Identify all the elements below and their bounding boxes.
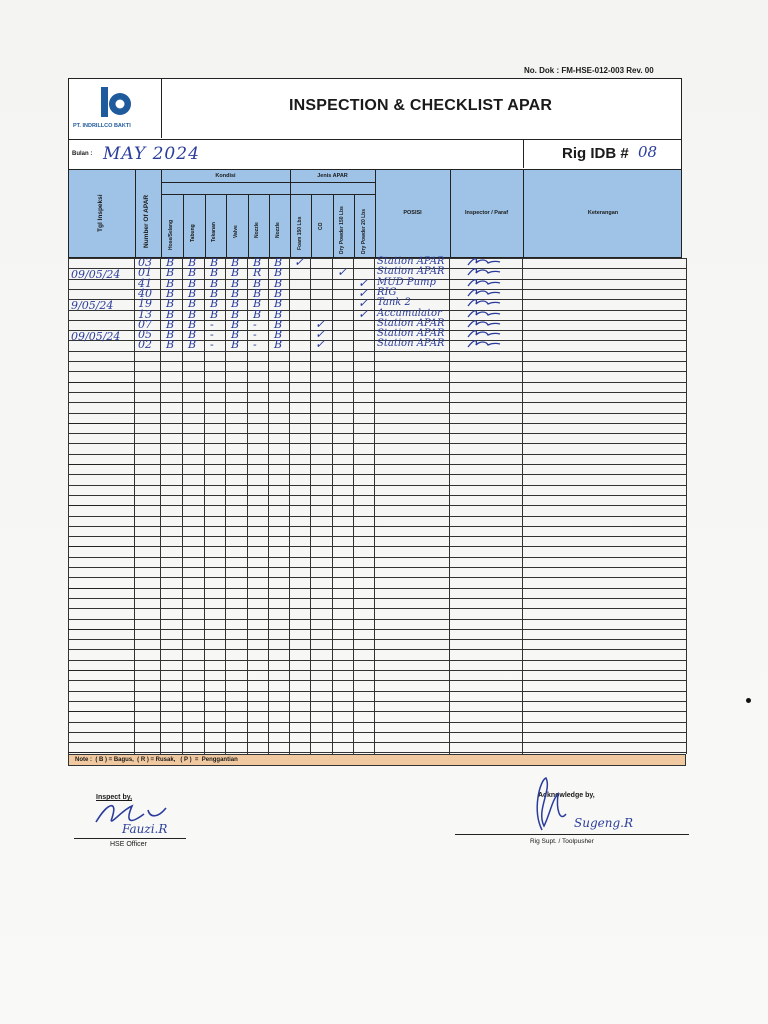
row-apar-number: 05 <box>138 328 152 342</box>
header-kondisi-tekanan: Tekanan <box>211 222 217 242</box>
row-kondisi-mark: - <box>253 317 257 331</box>
row-kondisi-mark: B <box>188 276 197 290</box>
row-posisi: Station APAR <box>377 266 445 278</box>
rig-label: Rig IDB # <box>562 145 629 162</box>
row-posisi: Station APAR <box>377 328 445 340</box>
row-date: 9/05/24 <box>71 299 114 313</box>
row-posisi: Station APAR <box>377 317 445 329</box>
row-kondisi-mark: B <box>188 307 197 321</box>
row-kondisi-mark: B <box>274 297 283 311</box>
legend-note: Note : ( B ) = Bagus, ( R ) = Rusak, ( P ) = Penggantian <box>68 754 686 766</box>
row-kondisi-mark: - <box>210 328 214 342</box>
row-kondisi-mark: B <box>166 297 175 311</box>
rig-cell <box>523 140 681 168</box>
row-kondisi-mark: - <box>210 338 214 352</box>
inspect-by-label: Inspect by, <box>96 794 133 801</box>
bulan-value: MAY 2024 <box>103 144 200 164</box>
row-kondisi-mark: B <box>166 317 175 331</box>
row-apar-number: 01 <box>138 266 152 280</box>
form-title: INSPECTION & CHECKLIST APAR <box>289 97 553 114</box>
row-posisi: MUD Pump <box>377 276 436 288</box>
row-apar-number: 40 <box>138 286 152 300</box>
row-jenis-check-icon: ✓ <box>315 327 326 342</box>
grid-column-line <box>522 258 523 754</box>
row-posisi: Tank 2 <box>377 297 411 309</box>
row-kondisi-mark: B <box>253 286 262 300</box>
row-inspector-paraf-icon <box>466 337 502 351</box>
row-kondisi-mark: B <box>166 276 175 290</box>
inspection-table-body <box>68 255 686 754</box>
inspector-name: Fauzi.R <box>122 822 168 836</box>
row-date: 09/05/24 <box>71 330 121 344</box>
row-jenis-check-icon: ✓ <box>315 337 326 352</box>
company-name: PT. INDRILLCO BAKTI <box>73 123 131 129</box>
scan-speck <box>746 698 751 703</box>
header-jenis-foam: Foam 150 Lbs <box>297 216 303 250</box>
row-jenis-check-icon: ✓ <box>315 316 326 331</box>
row-jenis-check-icon: ✓ <box>294 255 305 269</box>
grid-column-line <box>332 258 333 754</box>
bulan-label: Bulan : <box>72 151 93 157</box>
header-jenis-dp150: Dry Powder 150 Lbs <box>339 206 345 254</box>
grid-column-line <box>686 258 687 754</box>
grid-column-line <box>268 258 269 754</box>
grid-column-line <box>134 258 135 754</box>
row-kondisi-mark: B <box>166 256 175 269</box>
row-apar-number: 19 <box>138 297 152 311</box>
row-apar-number: 02 <box>138 338 152 352</box>
row-apar-number: 41 <box>138 276 152 290</box>
header-kondisi: Kondisi <box>215 173 236 179</box>
grid-column-line <box>182 258 183 754</box>
row-kondisi-mark: B <box>274 276 283 290</box>
date-block-separator <box>68 382 134 383</box>
row-kondisi-mark: B <box>274 286 283 300</box>
date-block-separator <box>68 546 134 547</box>
row-kondisi-mark: B <box>166 266 175 280</box>
row-kondisi-mark: B <box>210 307 219 321</box>
row-jenis-check-icon: ✓ <box>358 285 369 300</box>
row-kondisi-mark: B <box>166 338 175 352</box>
acknowledger-name: Sugeng.R <box>574 816 633 830</box>
row-kondisi-mark: B <box>188 286 197 300</box>
acknowledger-signature-icon <box>522 770 582 840</box>
row-kondisi-mark: B <box>274 328 283 342</box>
row-kondisi-mark: B <box>231 307 240 321</box>
row-kondisi-mark: B <box>210 266 219 280</box>
row-posisi: Accumulator <box>377 307 442 319</box>
grid-column-line <box>289 258 290 754</box>
row-kondisi-mark: B <box>188 338 197 352</box>
row-kondisi-mark: B <box>274 338 283 352</box>
date-block-separator <box>68 588 134 589</box>
inspector-role: HSE Officer <box>110 841 147 848</box>
date-block-separator <box>68 670 134 671</box>
date-block-separator <box>68 629 134 630</box>
row-kondisi-mark: - <box>253 328 257 342</box>
row-kondisi-mark: B <box>210 276 219 290</box>
row-posisi: Station APAR <box>377 338 445 350</box>
company-logo <box>69 79 162 138</box>
date-block-separator <box>68 505 134 506</box>
row-posisi: Station APAR <box>377 256 445 267</box>
row-kondisi-mark: B <box>188 297 197 311</box>
row-kondisi-mark: B <box>274 256 283 269</box>
header-number-apar: Number Of APAR <box>143 194 150 248</box>
form-header <box>68 78 682 140</box>
date-block-separator <box>68 464 134 465</box>
date-block-separator <box>68 423 134 424</box>
row-kondisi-mark: B <box>231 297 240 311</box>
header-kondisi-nozzle-1: Nozzle <box>254 222 260 238</box>
row-kondisi-mark: - <box>253 338 257 352</box>
row-kondisi-mark: B <box>231 276 240 290</box>
grid-column-line <box>310 258 311 754</box>
row-kondisi-mark: B <box>253 256 262 269</box>
row-jenis-check-icon: ✓ <box>337 265 348 280</box>
row-apar-number: 03 <box>138 256 152 269</box>
row-posisi: RIG <box>377 286 397 298</box>
row-kondisi-mark: B <box>231 317 240 331</box>
header-keterangan: Keterangan <box>587 210 619 216</box>
row-kondisi-mark: B <box>231 286 240 300</box>
row-kondisi-mark: B <box>231 338 240 352</box>
row-kondisi-mark: B <box>274 317 283 331</box>
row-kondisi-mark: B <box>210 286 219 300</box>
header-kondisi-hose: Hose/Selang <box>168 219 174 250</box>
row-kondisi-mark: B <box>188 256 197 269</box>
row-kondisi-mark: B <box>210 297 219 311</box>
row-kondisi-mark: B <box>253 307 262 321</box>
row-kondisi-mark: B <box>188 266 197 280</box>
row-kondisi-mark: B <box>274 266 283 280</box>
grid-column-line <box>225 258 226 754</box>
header-jenis-apar: Jenis APAR <box>317 173 348 179</box>
document-number: No. Dok : FM-HSE-012-003 Rev. 00 <box>524 66 654 75</box>
row-kondisi-mark: B <box>166 286 175 300</box>
grid-column-line <box>247 258 248 754</box>
row-apar-number: 13 <box>138 307 152 321</box>
row-apar-number: 07 <box>138 317 152 331</box>
date-block-separator <box>68 711 134 712</box>
row-jenis-check-icon: ✓ <box>358 306 369 321</box>
row-kondisi-mark: B <box>231 256 240 269</box>
row-jenis-check-icon: ✓ <box>358 275 369 290</box>
row-kondisi-mark: B <box>166 307 175 321</box>
acknowledge-by-label: Acknowledge by, <box>538 792 595 799</box>
month-rig-row <box>68 140 682 170</box>
acknowledger-signature-line <box>455 834 689 835</box>
grid-column-line <box>204 258 205 754</box>
grid-column-line <box>374 258 375 754</box>
row-kondisi-mark: B <box>210 256 219 269</box>
row-jenis-check-icon: ✓ <box>358 296 369 311</box>
header-inspector: Inspector / Paraf <box>464 210 509 216</box>
row-kondisi-mark: B <box>253 297 262 311</box>
row-kondisi-mark: - <box>210 317 214 331</box>
header-tgl-inspeksi: Tgl Inspeksi <box>97 194 104 232</box>
header-kondisi-nozzle-2: Nozzle <box>275 222 281 238</box>
row-date: 09/05/24 <box>71 268 121 282</box>
header-kondisi-tabung: Tabung <box>190 224 196 242</box>
row-kondisi-mark: R <box>253 266 262 280</box>
table-header <box>68 170 682 258</box>
row-kondisi-mark: B <box>253 276 262 290</box>
inspector-signature-line <box>74 838 186 839</box>
row-kondisi-mark: B <box>231 266 240 280</box>
header-kondisi-valve: Valve <box>233 225 239 238</box>
header-jenis-dp20: Dry Powder 20 Lbs <box>361 208 367 254</box>
row-kondisi-mark: B <box>188 328 197 342</box>
grid-column-line <box>449 258 450 754</box>
acknowledger-role: Rig Supt. / Toolpusher <box>530 838 594 845</box>
indrillco-logo-icon <box>97 85 133 119</box>
grid-column-line <box>353 258 354 754</box>
row-kondisi-mark: B <box>274 307 283 321</box>
rig-value: 08 <box>638 143 658 161</box>
row-kondisi-mark: B <box>166 328 175 342</box>
row-kondisi-mark: B <box>188 317 197 331</box>
header-posisi: POSISI <box>403 210 422 216</box>
header-jenis-co: CO <box>318 222 324 230</box>
grid-column-line <box>160 258 161 754</box>
row-kondisi-mark: B <box>231 328 240 342</box>
